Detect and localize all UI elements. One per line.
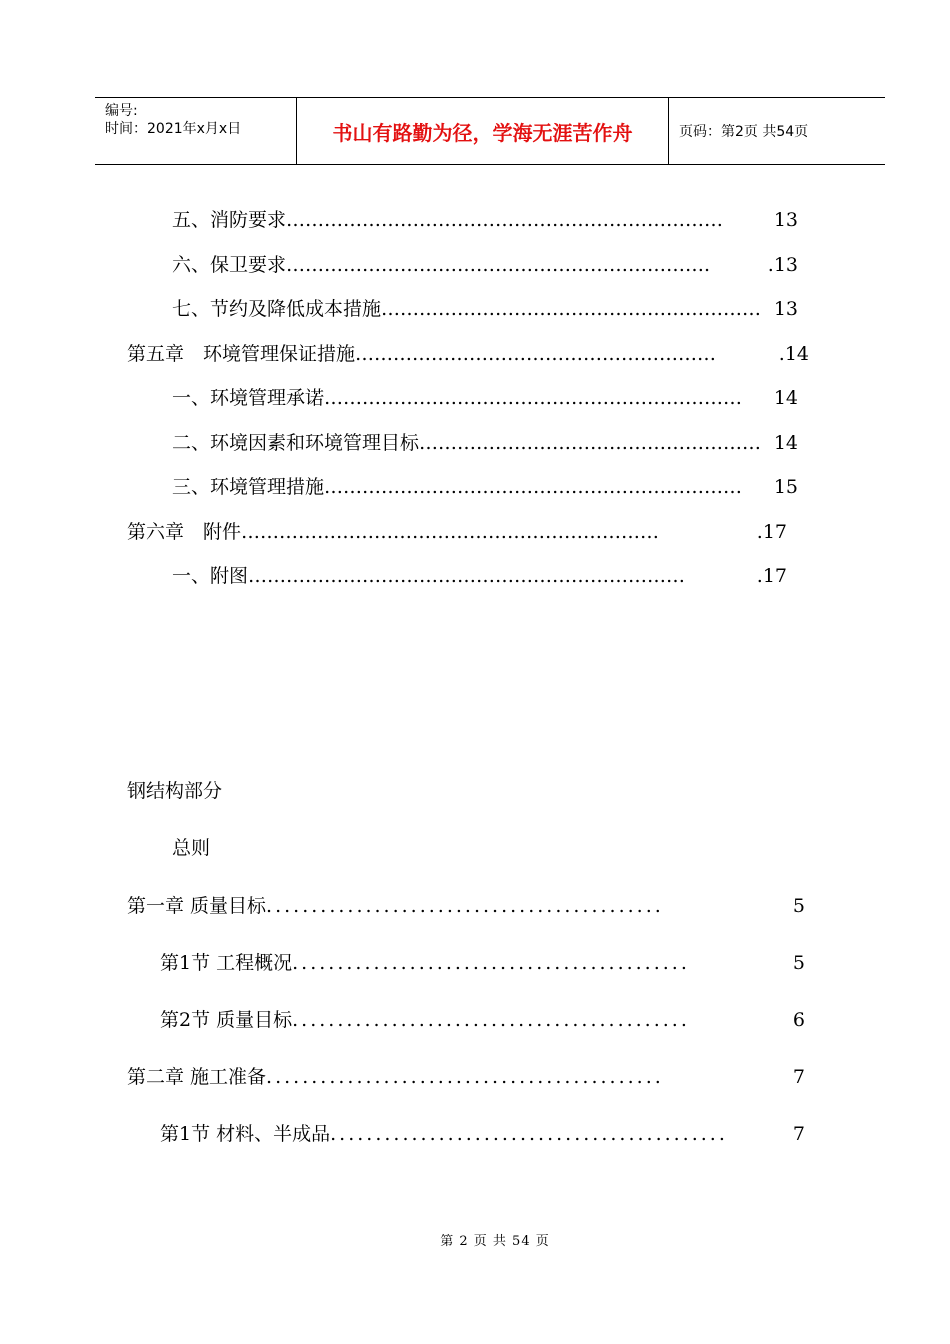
toc-leader: …………………………………………………… — [381, 298, 762, 320]
toc-entry-page: 5 — [792, 952, 805, 974]
toc-entry-page: 14 — [773, 387, 798, 409]
header-page-label: 页码：第2页 共54页 — [679, 124, 809, 140]
toc-entry-label: 五、消防要求 — [172, 209, 287, 231]
toc-leader: …………………………………………………………… — [286, 209, 724, 231]
toc-entry-label: 二、环境因素和环境管理目标 — [172, 432, 420, 454]
toc-entry-label: 第1节 工程概况 — [160, 952, 293, 974]
toc-entry-page: 7 — [792, 1123, 805, 1145]
toc-entry[interactable] — [172, 294, 798, 321]
toc-leader: ……………………………………………… — [419, 432, 762, 454]
toc-leader: ………………………………………………………… — [241, 521, 660, 543]
toc-entry[interactable] — [172, 205, 798, 232]
toc-entry-label: 一、附图 — [172, 565, 249, 587]
toc-entry-page: 5 — [792, 895, 805, 917]
toc-entry[interactable] — [160, 1119, 805, 1146]
toc-entry-page: .17 — [756, 565, 787, 587]
page-header — [95, 97, 885, 165]
toc-entry-page: 14 — [773, 432, 798, 454]
toc-entry[interactable] — [172, 428, 798, 455]
toc-leader: ............................................ — [292, 952, 690, 974]
toc-leader: ............................................ — [266, 1066, 664, 1088]
toc-entry-page: 13 — [773, 209, 798, 231]
toc-entry-label: 第五章 环境管理保证措施 — [127, 343, 356, 365]
toc-entry-label: 第一章 质量目标 — [127, 895, 267, 917]
toc-entry-page: 6 — [792, 1009, 805, 1031]
doc-time-label: 时间：2021年x月x日 — [105, 121, 242, 137]
toc-entry[interactable] — [172, 383, 798, 410]
toc-entry-label: 第六章 附件 — [127, 521, 242, 543]
toc-entry-page: 7 — [792, 1066, 805, 1088]
toc-leader: ............................................ — [292, 1009, 690, 1031]
toc-entry[interactable] — [160, 1005, 805, 1032]
toc-entry[interactable] — [127, 1062, 805, 1089]
toc-entry[interactable] — [160, 948, 805, 975]
toc-entry[interactable] — [127, 339, 809, 366]
toc-entry[interactable] — [172, 250, 798, 277]
toc-entry-label: 第二章 施工准备 — [127, 1066, 267, 1088]
toc-leader: ………………………………………………………… — [324, 476, 743, 498]
section-title: 钢结构部分 — [127, 780, 223, 802]
subsection-title: 总则 — [172, 837, 211, 859]
toc-entry-label: 第2节 质量目标 — [160, 1009, 293, 1031]
toc-entry[interactable] — [172, 561, 787, 588]
toc-entry-label: 一、环境管理承诺 — [172, 387, 325, 409]
toc-leader: …………………………………………………………… — [248, 565, 686, 587]
toc-leader: ………………………………………………………… — [324, 387, 743, 409]
toc-entry-page: .14 — [778, 343, 809, 365]
toc-leader: …………………………………………………………. — [286, 254, 711, 276]
toc-entry-page: .13 — [767, 254, 798, 276]
toc-entry-label: 第1节 材料、半成品 — [160, 1123, 331, 1145]
toc-entry-page: .17 — [756, 521, 787, 543]
header-meta — [95, 98, 297, 164]
toc-entry-label: 六、保卫要求 — [172, 254, 287, 276]
toc-entry[interactable] — [172, 472, 798, 499]
toc-leader: ………………………………………………… — [355, 343, 717, 365]
toc-leader: ............................................ — [330, 1123, 728, 1145]
toc-entry-label: 三、环境管理措施 — [172, 476, 325, 498]
toc-entry-page: 15 — [773, 476, 798, 498]
toc-entry[interactable] — [127, 891, 805, 918]
header-motto: 书山有路勤为径，学海无涯苦作舟 — [297, 98, 669, 164]
doc-number-label: 编号: — [105, 103, 138, 119]
page-footer: 第 2 页 共 54 页 — [440, 1234, 550, 1249]
toc-entry-page: 13 — [773, 298, 798, 320]
toc-entry-label: 七、节约及降低成本措施 — [172, 298, 382, 320]
toc-leader: ............................................ — [266, 895, 664, 917]
toc-entry[interactable] — [127, 517, 787, 544]
